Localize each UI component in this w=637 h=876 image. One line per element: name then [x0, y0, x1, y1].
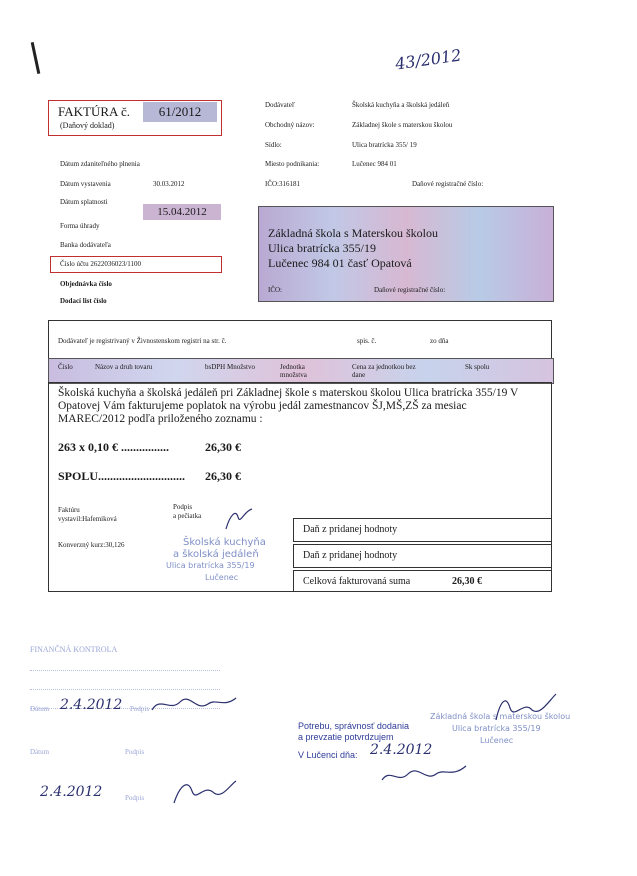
grand-total-value: 26,30 €: [452, 576, 482, 587]
registry-text: Dodávateľ je registrivaný v Živnostenskom registri na str. č.: [58, 337, 227, 345]
podpis-label-3: Podpis: [125, 794, 145, 802]
invoice-number: 61/2012: [143, 102, 217, 122]
podpis-label-2: Podpis: [125, 748, 145, 756]
supplier-label-1: Obchodný názov:: [265, 121, 315, 129]
signature-2: [150, 690, 240, 720]
customer-ico-label: IČO:: [268, 286, 282, 294]
margin-mark: [31, 42, 41, 74]
calc-amount: 26,30 €: [205, 440, 241, 454]
registry-date: zo dňa: [430, 337, 449, 345]
due-date-value: 15.04.2012: [143, 204, 221, 220]
signature-4: [490, 690, 560, 724]
handwritten-date-2: 2.4.2012: [40, 784, 103, 800]
col-nazov: Názov a druh tovaru: [95, 363, 153, 371]
supplier-value-0: Školská kuchyňa a školská jedáleň: [352, 101, 450, 109]
right-stamp-line2: Ulica bratrícka 355/19: [452, 724, 541, 733]
handwritten-number: 43/2012: [394, 45, 463, 74]
vat-label-1: Daň z pridanej hodnoty: [303, 524, 398, 535]
supplier-ico: IČO:316181: [265, 180, 300, 188]
handwritten-date-3: 2.4.2012: [370, 742, 433, 758]
supplier-label-2: Sídlo:: [265, 141, 282, 149]
customer-line3: Lučenec 984 01 časť Opatová: [268, 256, 412, 270]
col-cena: Cena za jednotkou bez dane: [352, 363, 416, 379]
confirm-line2: a prevzatie potvrdzujem: [298, 732, 394, 742]
customer-line1: Základná škola s Materskou školou: [268, 226, 438, 240]
grand-total-label: Celková fakturovaná suma: [303, 576, 411, 587]
invoice-subtitle: (Daňový doklad): [60, 121, 115, 130]
datum-label-2: Dátum: [30, 748, 50, 756]
date-supply-label: Dátum zdaniteľného plnenia: [60, 160, 140, 168]
issued-by: vystavil:Hafemiková: [58, 515, 117, 523]
col-spolu: Sk spolu: [465, 363, 490, 371]
order-label: Objednávka číslo: [60, 280, 112, 288]
invoice-title: FAKTÚRA č.: [58, 104, 130, 119]
datum-label-1: Dátum: [30, 705, 50, 713]
signature-5: [380, 760, 470, 790]
v-lucenci-label: V Lučenci dňa:: [298, 750, 358, 760]
delivery-label: Dodací list číslo: [60, 297, 107, 305]
supplier-label-0: Dodávateľ: [265, 101, 295, 109]
right-stamp-line1: Základná škola s materskou školou: [430, 712, 571, 721]
stamp-line2: a školská jedáleň: [173, 549, 259, 560]
total-amount: 26,30 €: [205, 469, 241, 483]
supplier-label-3: Miesto podnikania:: [265, 160, 320, 168]
vat-label-2: Daň z pridanej hodnoty: [303, 550, 398, 561]
stamp-line4: Lučenec: [205, 573, 239, 582]
stamp-line3: Ulica bratrícka 355/19: [166, 561, 255, 570]
customer-dic-label: Daňové registračné číslo:: [374, 286, 446, 294]
due-date-label: Dátum splatnosti: [60, 198, 108, 206]
customer-line2: Ulica bratrícka 355/19: [268, 241, 376, 255]
bank-label: Banka dodávateľa: [60, 241, 111, 249]
supplier-dic-label: Daňové registračné číslo:: [412, 180, 484, 188]
stamp-line1: Školská kuchyňa: [183, 537, 266, 548]
stamp-label: a pečiatka: [173, 512, 202, 520]
total-line: SPOLU.............................: [58, 469, 186, 483]
supplier-value-3: Lučenec 984 01: [352, 160, 397, 168]
calc-line: 263 x 0,10 € ................: [58, 440, 169, 454]
body-text: Školská kuchyňa a školská jedáleň pri Základnej škole s materskou školou Ulica bratrícka 355/19 V Opatovej Vám fakturujeme poplatok na výrobu jedál zamestnancov ŠJ,MŠ,ZŠ za mesiac MAREC/2012 podľa priloženého zoznamu :: [58, 387, 519, 425]
payment-label: Forma úhrady: [60, 222, 100, 230]
confirm-line1: Potrebu, správnosť dodania: [298, 721, 409, 731]
issue-date-label: Dátum vystavenia: [60, 180, 111, 188]
control-stamp-lines: [30, 660, 220, 780]
issued-by-label: Faktúru: [58, 506, 80, 514]
supplier-value-1: Základnej škole s materskou školou: [352, 121, 453, 129]
col-dph: bsDPH Množstvo: [205, 363, 255, 371]
signature-mark: [222, 505, 256, 535]
handwritten-date-1: 2.4.2012: [60, 697, 123, 713]
registry-spis: spis. č.: [357, 337, 377, 345]
issue-date-value: 30.03.2012: [153, 180, 185, 188]
podpis-label-1: Podpis: [130, 705, 150, 713]
account-number: Číslo účtu 2622036023/1100: [60, 260, 142, 268]
signature-label: Podpis: [173, 503, 193, 511]
conversion-rate: Konverzný kurz:30,126: [58, 541, 125, 549]
signature-3: [170, 775, 240, 809]
supplier-value-2: Ulica bratrícka 355/ 19: [352, 141, 417, 149]
right-stamp-line3: Lučenec: [480, 736, 514, 745]
control-stamp-title: FINANČNÁ KONTROLA: [30, 645, 118, 654]
col-jednotka: Jednotka množstva: [280, 363, 307, 379]
col-cislo: Číslo: [58, 363, 73, 371]
